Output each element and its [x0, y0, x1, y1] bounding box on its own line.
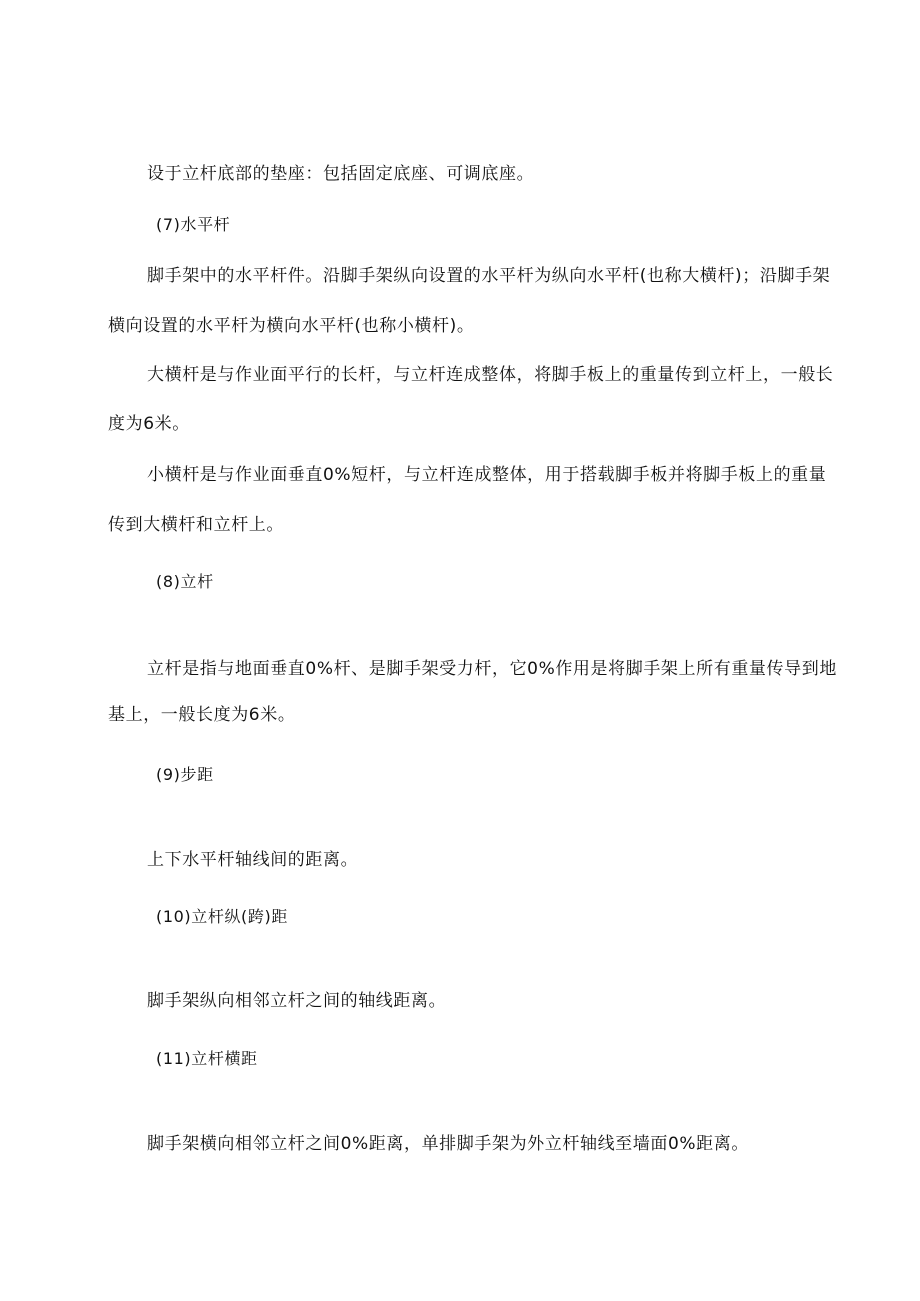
heading-11-transverse-spacing: (11)立杆横距 — [156, 1049, 258, 1068]
paragraph-horizontal-bar-line-2: 横向设置的水平杆为横向水平杆(也称小横杆)。 — [108, 316, 475, 336]
paragraph-upright-line-2: 基上，一般长度为6米。 — [108, 705, 296, 725]
heading-8-upright: (8)立杆 — [156, 572, 214, 591]
paragraph-small-crossbar-line-1: 小横杆是与作业面垂直0%短杆，与立杆连成整体，用于搭载脚手板并将脚手板上的重量 — [147, 465, 827, 485]
heading-7-horizontal-bar: (7)水平杆 — [156, 215, 231, 234]
paragraph-big-crossbar-line-1: 大横杆是与作业面平行的长杆，与立杆连成整体，将脚手板上的重量传到立杆上，一般长 — [147, 365, 834, 385]
paragraph-big-crossbar-line-2: 度为6米。 — [108, 414, 190, 434]
heading-10-longitudinal-spacing: (10)立杆纵(跨)距 — [156, 907, 288, 926]
paragraph-upright-line-1: 立杆是指与地面垂直0%杆、是脚手架受力杆，它0%作用是将脚手架上所有重量传导到地 — [147, 659, 837, 679]
paragraph-transverse-spacing: 脚手架横向相邻立杆之间0%距离，单排脚手架为外立杆轴线至墙面0%距离。 — [147, 1134, 749, 1154]
paragraph-longitudinal-spacing: 脚手架纵向相邻立杆之间的轴线距离。 — [147, 991, 447, 1011]
paragraph-step-distance: 上下水平杆轴线间的距离。 — [147, 850, 359, 870]
paragraph-base-definition: 设于立杆底部的垫座：包括固定底座、可调底座。 — [147, 164, 535, 184]
heading-9-step-distance: (9)步距 — [156, 765, 214, 784]
paragraph-small-crossbar-line-2: 传到大横杆和立杆上。 — [108, 515, 284, 535]
paragraph-horizontal-bar-line-1: 脚手架中的水平杆件。沿脚手架纵向设置的水平杆为纵向水平杆(也称大横杆)；沿脚手架 — [147, 266, 831, 286]
